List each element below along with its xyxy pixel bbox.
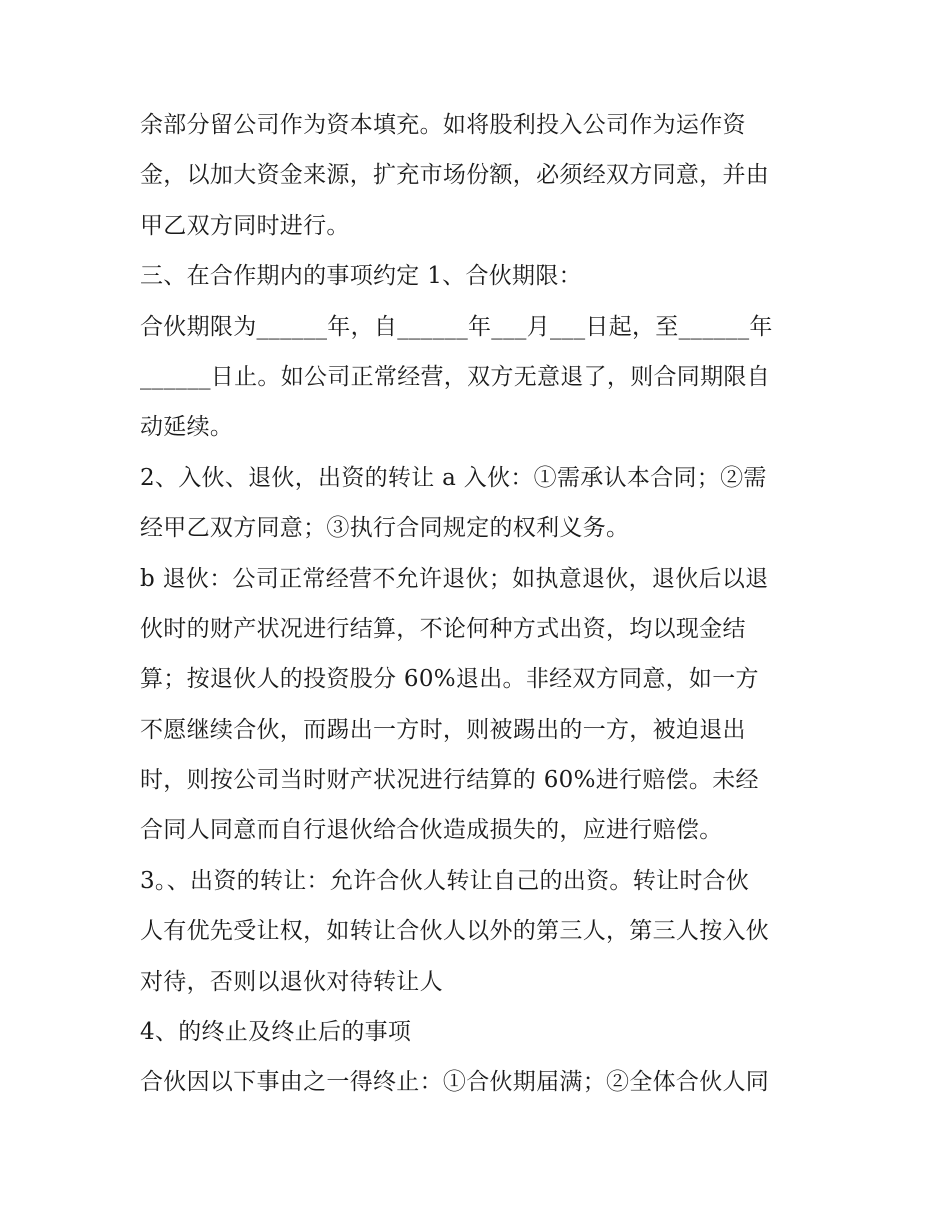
document-body	[140, 100, 820, 1108]
text-line: b 退伙：公司正常经营不允许退伙；如执意退伙，退伙后以退	[140, 565, 769, 592]
text-line: 算；按退伙人的投资股分 60%退出。非经双方同意，如一方	[140, 666, 759, 693]
section-heading: 4、的终止及终止后的事项	[140, 1019, 412, 1046]
text-line: 3。、出资的转让：允许合伙人转让自己的出资。转让时合伙	[140, 867, 750, 894]
text-line: 余部分留公司作为资本填充。如将股利投入公司作为运作资	[140, 112, 746, 138]
text-line: 时，则按公司当时财产状况进行结算的 60%进行赔偿。未经	[140, 767, 759, 794]
text-line: 合伙期限为______年，自______年___月___日起，至______年	[140, 313, 773, 340]
text-line: 不愿继续合伙，而踢出一方时，则被踢出的一方，被迫退出	[140, 716, 746, 743]
text-line: 2、入伙、退伙，出资的转让 a 入伙：①需承认本合同；②需	[140, 464, 767, 491]
text-line: 动延续。	[140, 414, 234, 441]
text-line: 甲乙双方同时进行。	[140, 212, 350, 239]
text-line: 合伙因以下事由之一得终止：①合伙期届满；②全体合伙人同	[140, 1069, 770, 1096]
text-line: 对待，否则以退伙对待转让人	[140, 968, 443, 995]
text-line: 伙时的财产状况进行结算，不论何种方式出资，均以现金结	[140, 615, 746, 642]
section-heading: 三、在合作期内的事项约定 1、合伙期限：	[140, 263, 582, 290]
text-line: ______日止。如公司正常经营，双方无意退了，则合同期限自	[140, 363, 770, 390]
text-line: 经甲乙双方同意；③执行合同规定的权利义务。	[140, 515, 630, 542]
text-line: 合同人同意而自行退伙给合伙造成损失的，应进行赔偿。	[140, 817, 723, 844]
text-line: 金，以加大资金来源，扩充市场份额，必须经双方同意，并由	[140, 162, 770, 189]
text-line: 人有优先受让权，如转让合伙人以外的第三人，第三人按入伙	[140, 918, 770, 945]
